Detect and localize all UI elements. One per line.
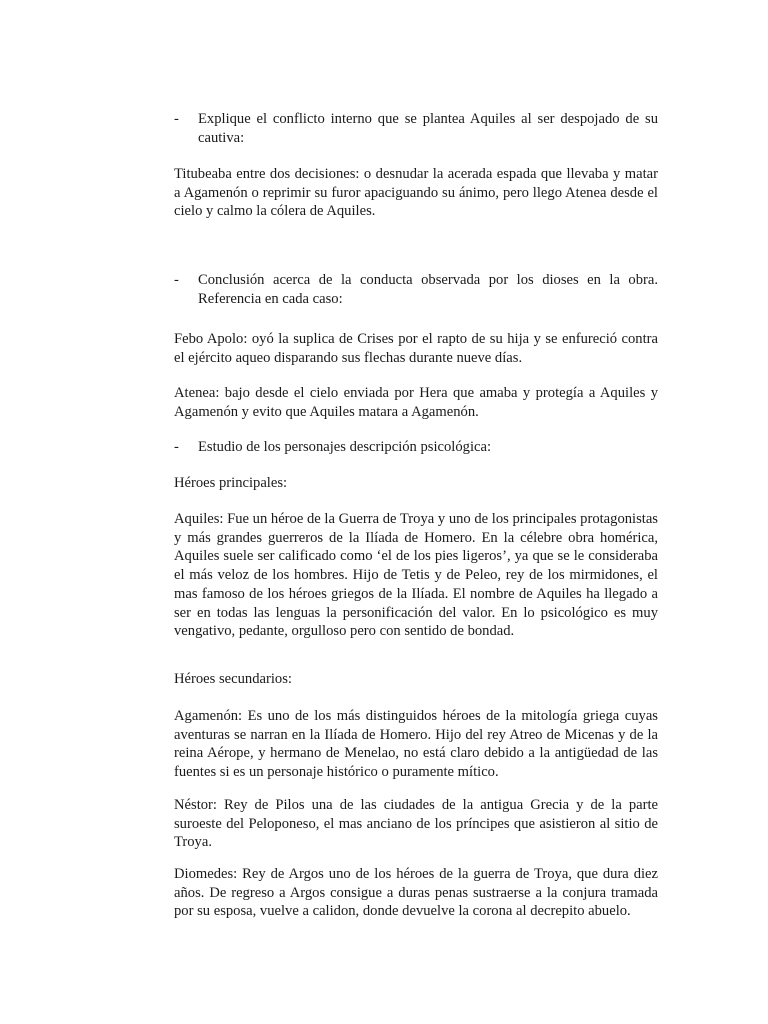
bullet-dash: -	[174, 439, 179, 455]
question-text: Estudio de los personajes descripción psicológica:	[198, 439, 492, 455]
question-text: Conclusión acerca de la conducta observada por los dioses en la obra. Referencia en cada caso:	[198, 272, 658, 307]
paragraph-nestor: Néstor: Rey de Pilos una de las ciudades de la antigua Grecia y de la parte suroeste del Peloponeso, el mas anciano de los príncipes que asistieron al sitio de Troya.	[174, 797, 658, 851]
heading-heroes-secundarios: Héroes secundarios:	[174, 671, 292, 687]
paragraph-diomedes: Diomedes: Rey de Argos uno de los héroes de la guerra de Troya, que dura diez años. De regreso a Argos consigue a duras penas sustraerse a la conjura tramada por su esposa, vuelve a calidon, donde devuelve la corona al decrepito abuelo.	[174, 866, 658, 920]
paragraph-aquiles: Aquiles: Fue un héroe de la Guerra de Troya y uno de los principales protagonistas y más grandes guerreros de la Ilíada de Homero. En la célebre obra homérica, Aquiles suele ser calificado como ‘el de los pies ligeros’, ya que se le consideraba el más veloz de los hombres. Hijo de Tetis y de Peleo, rey de los mirmidones, el mas famoso de los héroes griegos de la Ilíada. El nombre de Aquiles ha llegado a ser en todas las lenguas la personificación del valor. En lo psicológico es muy vengativo, pedante, orgulloso pero con sentido de bondad.	[174, 511, 658, 640]
paragraph-febo-apolo: Febo Apolo: oyó la suplica de Crises por el rapto de su hija y se enfureció contra el ejército aqueo disparando sus flechas durante nueve días.	[174, 331, 658, 366]
question-bullet-gods	[174, 271, 658, 308]
question-text: Explique el conflicto interno que se plantea Aquiles al ser despojado de su cautiva:	[198, 111, 658, 146]
paragraph-atenea: Atenea: bajo desde el cielo enviada por Hera que amaba y protegía a Aquiles y Agamenón y evito que Aquiles matara a Agamenón.	[174, 385, 658, 420]
answer-paragraph-conflict: Titubeaba entre dos decisiones: o desnudar la acerada espada que llevaba y matar a Agamenón o reprimir su furor apaciguando su ánimo, pero llego Atenea desde el cielo y calmo la cólera de Aquiles.	[174, 166, 658, 220]
question-bullet-characters	[174, 438, 658, 457]
question-bullet-conflict	[174, 110, 658, 147]
bullet-dash: -	[174, 272, 179, 288]
heading-heroes-principales: Héroes principales:	[174, 475, 288, 491]
bullet-dash: -	[174, 111, 179, 127]
paragraph-agamenon: Agamenón: Es uno de los más distinguidos héroes de la mitología griega cuyas aventuras se narran en la Ilíada de Homero. Hijo del rey Atreo de Micenas y de la reina Aérope, y hermano de Menelao, no está claro debido a la antigüedad de las fuentes si es un personaje histórico o puramente mítico.	[174, 708, 658, 781]
